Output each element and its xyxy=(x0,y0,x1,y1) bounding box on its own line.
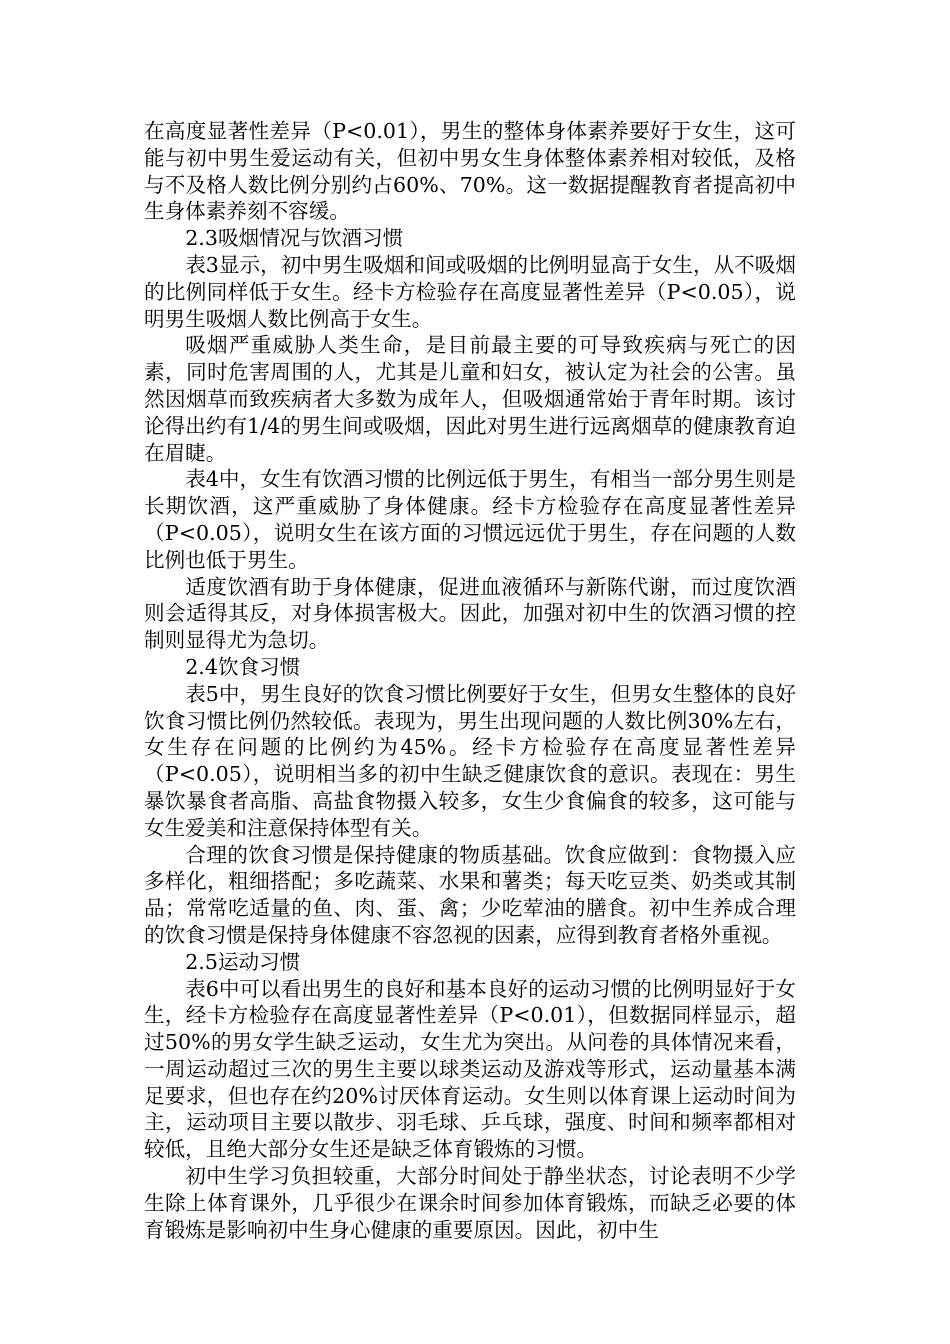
paragraph-table3: 表3显示，初中男生吸烟和间或吸烟的比例明显高于女生，从不吸烟的比例同样低于女生。经卡方检验存在高度显著性差异（P<0.05），说明男生吸烟人数比例高于女生。 xyxy=(144,252,796,331)
paragraph-table6: 表6中可以看出男生的良好和基本良好的运动习惯的比例明显好于女生，经卡方检验存在高度显著性差异（P<0.01），但数据同样显示，超过50%的男女学生缺乏运动，女生尤为突出。从问卷的具体情况来看，一周运动超过三次的男生主要以球类运动及游戏等形式，运动量基本满足要求，但也存在约20%讨厌体育运动。女生则以体育课上运动时间为主，运动项目主要以散步、羽毛球、乒乓球，强度、时间和频率都相对较低，且绝大部分女生还是缺乏体育锻炼的习惯。 xyxy=(144,976,796,1162)
paragraph-diet-advice: 合理的饮食习惯是保持健康的物质基础。饮食应做到：食物摄入应多样化，粗细搭配；多吃蔬菜、水果和薯类；每天吃豆类、奶类或其制品；常常吃适量的鱼、肉、蛋、禽；少吃荤油的膳食。初中生养成合理的饮食习惯是保持身体健康不容忽视的因素，应得到教育者格外重视。 xyxy=(144,842,796,947)
document-body xyxy=(144,118,796,1243)
paragraph-drinking-harm: 适度饮酒有助于身体健康，促进血液循环与新陈代谢，而过度饮酒则会适得其反，对身体损害极大。因此，加强对初中生的饮酒习惯的控制则显得尤为急切。 xyxy=(144,574,796,653)
paragraph-smoking-harm: 吸烟严重威胁人类生命，是目前最主要的可导致疾病与死亡的因素，同时危害周围的人，尤其是儿童和妇女，被认定为社会的公害。虽然因烟草而致疾病者大多数为成年人，但吸烟通常始于青年时期。该讨论得出约有1/4的男生间或吸烟，因此对男生进行远离烟草的健康教育迫在眉睫。 xyxy=(144,333,796,465)
section-heading-exercise: 2.5运动习惯 xyxy=(185,949,301,974)
paragraph-study-burden: 初中生学习负担较重，大部分时间处于静坐状态，讨论表明不少学生除上体育课外，几乎很少在课余时间参加体育锻炼，而缺乏必要的体育锻炼是影响初中生身心健康的重要原因。因此，初中生 xyxy=(144,1164,796,1242)
paragraph-table4: 表4中，女生有饮酒习惯的比例远低于男生，有相当一部分男生则是长期饮酒，这严重威胁了身体健康。经卡方检验存在高度显著性差异（P<0.05），说明女生在该方面的习惯远远优于男生，存在问题的人数比例也低于男生。 xyxy=(144,467,796,572)
section-heading-smoking-drinking: 2.3吸烟情况与饮酒习惯 xyxy=(185,226,404,251)
paragraph-table5: 表5中，男生良好的饮食习惯比例要好于女生，但男女生整体的良好饮食习惯比例仍然较低。表现为，男生出现问题的人数比例30%左右，女生存在问题的比例约为45%。经卡方检验存在高度显著性差异（P<0.05），说明相当多的初中生缺乏健康饮食的意识。表现在：男生暴饮暴食者高脂、高盐食物摄入较多，女生少食偏食的较多，这可能与女生爱美和注意保持体型有关。 xyxy=(144,681,796,840)
paragraph-continued: 在高度显著性差异（P<0.01），男生的整体身体素养要好于女生，这可能与初中男生爱运动有关，但初中男女生身体整体素养相对较低，及格与不及格人数比例分别约占60%、70%。这一数据提醒教育者提高初中生身体素养刻不容缓。 xyxy=(144,119,796,224)
section-heading-diet: 2.4饮食习惯 xyxy=(185,654,301,679)
